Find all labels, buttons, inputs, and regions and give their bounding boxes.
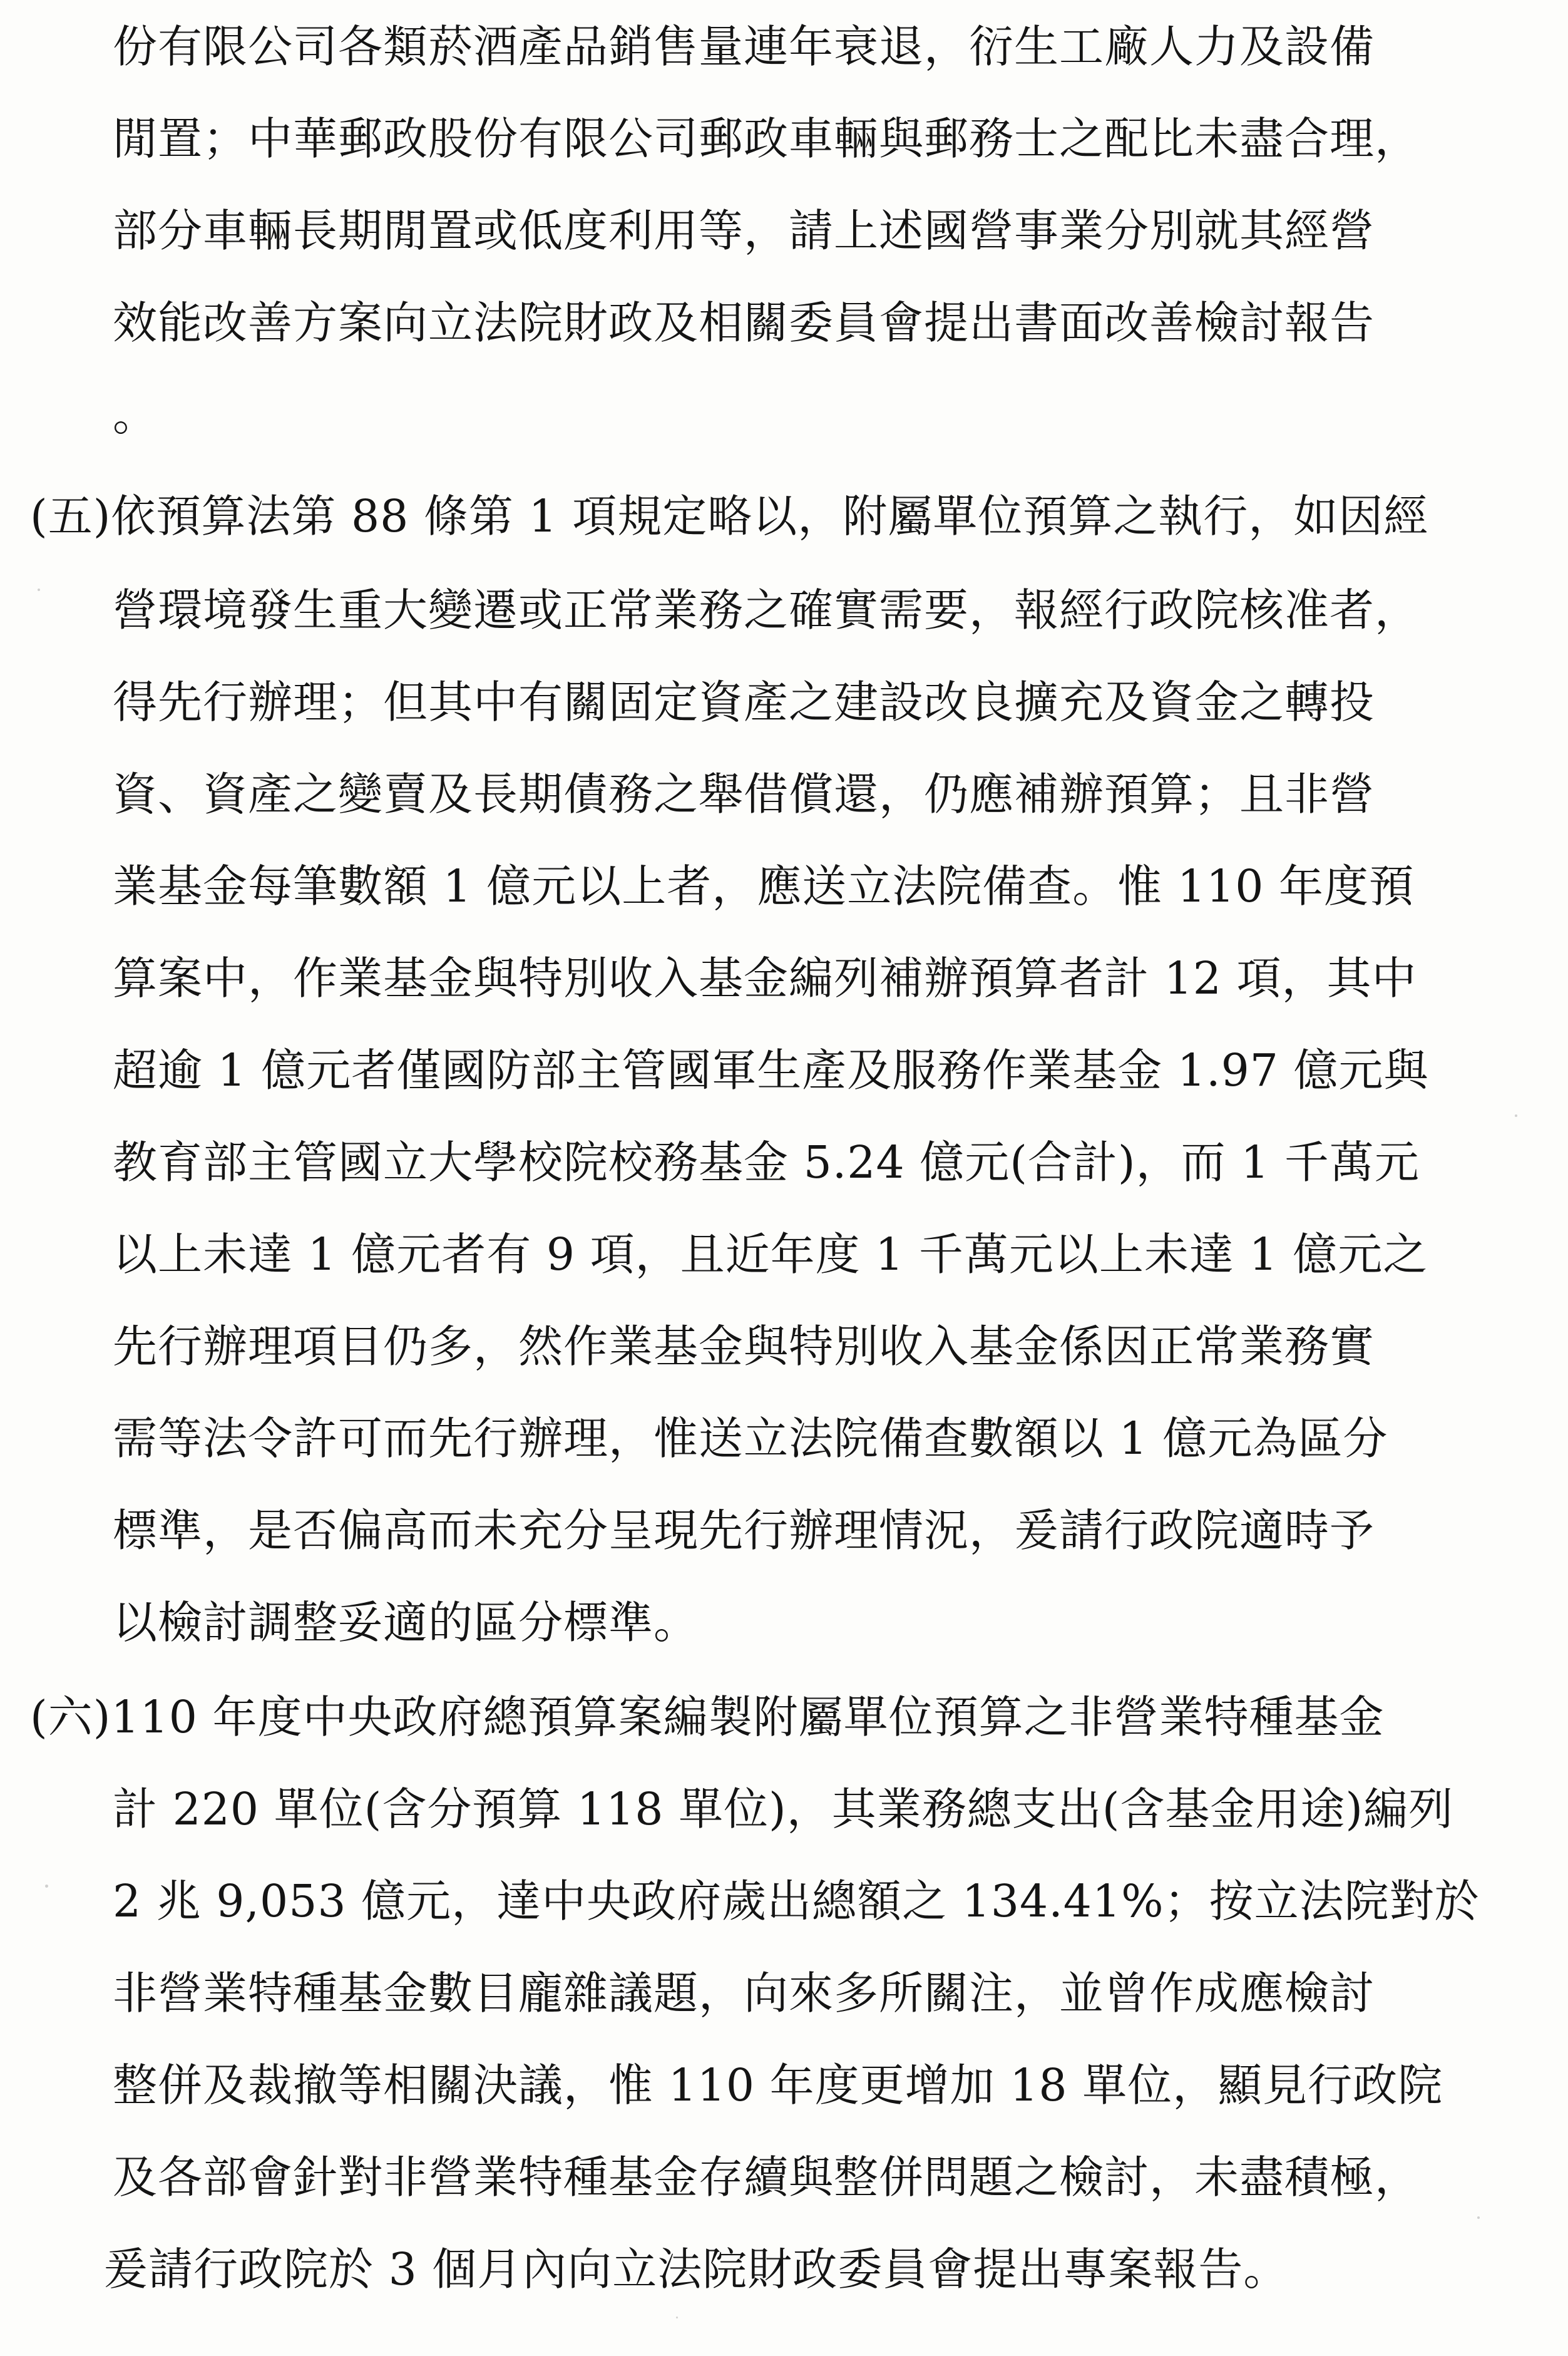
text-line: 先行辦理項目仍多，然作業基金與特別收入基金係因正常業務實 — [113, 1320, 1375, 1372]
text-line: 計 220 單位(含分預算 118 單位)，其業務總支出(含基金用途)編列 — [113, 1783, 1454, 1835]
text-line: 營環境發生重大變遷或正常業務之確實需要，報經行政院核准者， — [113, 584, 1420, 636]
text-line: 以檢討調整妥適的區分標準。 — [113, 1597, 699, 1649]
text-line: 算案中，作業基金與特別收入基金編列補辦預算者計 12 項，其中 — [113, 952, 1417, 1004]
text-line: 超逾 1 億元者僅國防部主管國軍生產及服務作業基金 1.97 億元與 — [113, 1044, 1429, 1096]
section-6-heading-line: (六)110 年度中央政府總預算案編製附屬單位預算之非營業特種基金 — [30, 1691, 1385, 1743]
scan-speck — [45, 1885, 48, 1888]
text-line: 。 — [113, 389, 158, 441]
text-line: 資、資產之變賣及長期債務之舉借償還，仍應補辦預算；且非營 — [113, 768, 1375, 820]
text-line: 2 兆 9,053 億元，達中央政府歲出總額之 134.41%；按立法院對於 — [113, 1875, 1480, 1927]
scan-speck — [38, 589, 40, 591]
text-line: 得先行辦理；但其中有關固定資產之建設改良擴充及資金之轉投 — [113, 676, 1375, 728]
text-line: 以上未達 1 億元者有 9 項，且近年度 1 千萬元以上未達 1 億元之 — [113, 1228, 1428, 1280]
scan-speck — [1477, 2216, 1480, 2219]
text-line: 需等法令許可而先行辦理，惟送立法院備查數額以 1 億元為區分 — [113, 1412, 1388, 1464]
text-line: 及各部會針對非營業特種基金存續與整併問題之檢討，未盡積極， — [113, 2151, 1420, 2203]
text-line: 非營業特種基金數目龐雜議題，向來多所關注，並曾作成應檢討 — [113, 1967, 1375, 2019]
scan-speck — [1515, 1114, 1517, 1117]
text-line: 爰請行政院於 3 個月內向立法院財政委員會提出專案報告。 — [103, 2243, 1289, 2295]
text-line: 標準，是否偏高而未充分呈現先行辦理情況，爰請行政院適時予 — [113, 1505, 1375, 1556]
text-line: 部分車輛長期閒置或低度利用等，請上述國營事業分別就其經營 — [113, 205, 1375, 257]
text-line: 整併及裁撤等相關決議，惟 110 年度更增加 18 單位，顯見行政院 — [113, 2059, 1443, 2111]
text-line: 效能改善方案向立法院財政及相關委員會提出書面改善檢討報告 — [113, 297, 1375, 349]
text-line: 業基金每筆數額 1 億元以上者，應送立法院備查。惟 110 年度預 — [113, 860, 1414, 912]
section-5-heading-line: (五)依預算法第 88 條第 1 項規定略以，附屬單位預算之執行，如因經 — [30, 490, 1429, 542]
text-line: 教育部主管國立大學校院校務基金 5.24 億元(合計)，而 1 千萬元 — [113, 1136, 1420, 1188]
scan-speck — [676, 2317, 678, 2318]
text-line: 閒置；中華郵政股份有限公司郵政車輛與郵務士之配比未盡合理， — [113, 113, 1420, 165]
text-line: 份有限公司各類菸酒產品銷售量連年衰退，衍生工廠人力及設備 — [113, 21, 1375, 73]
